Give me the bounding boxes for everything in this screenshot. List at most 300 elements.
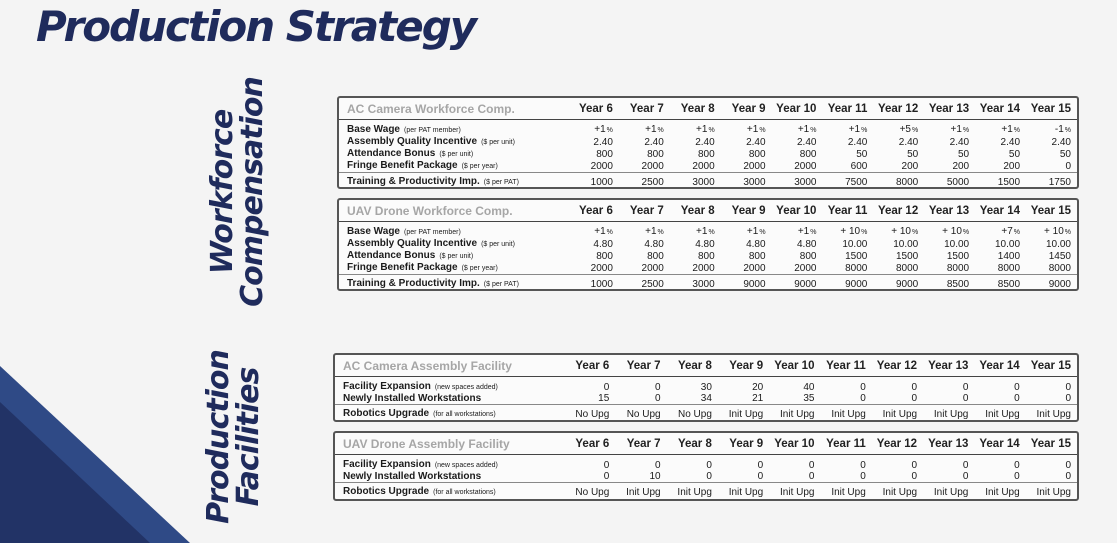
year-header: Year 14 xyxy=(979,205,1021,217)
table-cell xyxy=(822,222,873,239)
table-cell xyxy=(1026,136,1077,148)
percent-sign: % xyxy=(759,127,766,134)
table-cell xyxy=(670,148,721,160)
row-label-text: Training & Productivity Imp. xyxy=(347,278,480,289)
table-cell xyxy=(772,160,823,173)
cell-value: 1000 xyxy=(590,176,613,188)
year-header: Year 7 xyxy=(629,103,664,115)
table-uav-drone-workforce xyxy=(337,198,1079,291)
table-cell xyxy=(873,275,924,294)
table-cell xyxy=(619,250,670,262)
year-header: Year 15 xyxy=(1030,103,1071,115)
cell-value: 50 xyxy=(1059,148,1071,160)
table-cell xyxy=(924,250,975,262)
cell-value: 10 xyxy=(649,471,661,482)
table-cell xyxy=(721,148,772,160)
cell-value: Init Upg xyxy=(728,408,764,420)
table-cell xyxy=(975,160,1026,173)
table-cell xyxy=(670,275,721,294)
year-header: Year 12 xyxy=(876,438,918,450)
section-label-workforce xyxy=(205,77,270,307)
cell-value: 600 xyxy=(850,160,868,172)
table-cell xyxy=(568,173,619,192)
table-cell xyxy=(670,173,721,192)
year-header: Year 11 xyxy=(826,360,866,372)
year-header: Year 13 xyxy=(928,205,970,217)
year-header: Year 15 xyxy=(1030,438,1071,450)
table-row xyxy=(335,471,1077,483)
table-cell xyxy=(820,483,871,502)
table-cell xyxy=(568,250,619,262)
year-header: Year 6 xyxy=(575,438,610,450)
table-cell xyxy=(923,471,974,483)
cell-value: 34 xyxy=(700,393,712,404)
year-header: Year 10 xyxy=(776,103,817,115)
row-label xyxy=(339,238,568,250)
cell-value: 2.40 xyxy=(593,136,613,148)
table-cell xyxy=(619,148,670,160)
cell-value: 0 xyxy=(603,381,610,393)
table-title: AC Camera Workforce Comp. xyxy=(347,102,515,116)
table-row xyxy=(339,160,1077,173)
table-row xyxy=(335,405,1077,424)
table-cell xyxy=(924,148,975,160)
percent-sign: % xyxy=(861,127,868,134)
cell-value: 0 xyxy=(860,459,866,471)
table-cell xyxy=(568,160,619,173)
year-header: Year 7 xyxy=(626,360,661,372)
cell-value: +1 xyxy=(950,124,962,135)
table-cell xyxy=(873,173,924,192)
cell-value: 200 xyxy=(901,160,919,172)
table-cell xyxy=(721,136,772,148)
cell-value: 2.40 xyxy=(847,136,868,148)
percent-sign: % xyxy=(962,229,970,236)
year-header: Year 13 xyxy=(928,103,970,115)
header-row xyxy=(339,98,1077,120)
table-cell xyxy=(769,377,820,394)
table-cell xyxy=(924,238,975,250)
cell-value: +1 xyxy=(594,226,606,237)
table-uav-drone-facility xyxy=(333,431,1079,501)
table-cell xyxy=(872,483,923,502)
table-cell xyxy=(924,262,975,275)
cell-value: 8000 xyxy=(845,262,868,274)
cell-value: Init Upg xyxy=(882,408,918,420)
table-cell xyxy=(1026,148,1077,160)
table-cell xyxy=(975,222,1026,239)
table-cell xyxy=(619,238,670,250)
cell-value: 1500 xyxy=(997,176,1021,188)
table-cell xyxy=(564,483,615,502)
year-header: Year 9 xyxy=(731,103,766,115)
year-header: Year 9 xyxy=(729,360,764,372)
cell-value: 3000 xyxy=(692,176,715,188)
table-cell xyxy=(568,136,619,148)
table-row xyxy=(339,136,1077,148)
table-cell xyxy=(619,160,670,173)
cell-value: 10.00 xyxy=(944,238,970,250)
cell-value: 9000 xyxy=(895,278,919,290)
cell-value: 800 xyxy=(799,148,817,160)
cell-value: +1 xyxy=(746,226,759,237)
table-ac-camera-workforce xyxy=(337,96,1079,189)
percent-sign: % xyxy=(657,229,664,236)
table-cell xyxy=(568,275,619,294)
row-unit: ($ per PAT) xyxy=(483,179,519,186)
table-cell xyxy=(873,160,924,173)
year-header: Year 15 xyxy=(1030,360,1071,372)
table-cell xyxy=(670,136,721,148)
cell-value: Init Upg xyxy=(985,408,1020,420)
cell-value: 800 xyxy=(748,250,766,262)
row-unit: ($ per unit) xyxy=(481,241,515,248)
cell-value: 2.40 xyxy=(644,136,664,148)
table-cell xyxy=(975,275,1026,294)
cell-value: 0 xyxy=(1014,471,1020,482)
table-cell xyxy=(1026,405,1077,424)
cell-value: 2000 xyxy=(590,262,613,274)
cell-value: 0 xyxy=(962,381,969,393)
table-cell xyxy=(873,250,924,262)
cell-value: 2.40 xyxy=(695,136,715,148)
table-cell xyxy=(718,455,769,472)
header-row xyxy=(335,355,1077,377)
cell-value: 0 xyxy=(655,459,661,471)
table-cell xyxy=(670,238,721,250)
year-header: Year 6 xyxy=(575,360,610,372)
table-cell xyxy=(772,173,823,192)
year-header: Year 13 xyxy=(928,438,969,450)
row-label xyxy=(339,262,568,275)
cell-value: 10.00 xyxy=(994,238,1021,250)
table-row xyxy=(335,483,1077,502)
table-cell xyxy=(1026,238,1077,250)
cell-value: 0 xyxy=(1065,393,1071,404)
table-cell xyxy=(822,160,873,173)
cell-value: 800 xyxy=(799,250,817,262)
cell-value: Init Upg xyxy=(728,486,764,498)
row-label xyxy=(339,222,568,239)
cell-value: 0 xyxy=(911,471,918,482)
cell-value: 0 xyxy=(757,459,764,471)
cell-value: 8500 xyxy=(997,278,1021,290)
table-cell xyxy=(974,377,1025,394)
cell-value: 0 xyxy=(655,393,661,404)
table-cell xyxy=(923,377,974,394)
table-cell xyxy=(1026,455,1077,472)
table-cell xyxy=(975,136,1026,148)
table-ac-camera-facility xyxy=(333,353,1079,422)
year-header: Year 13 xyxy=(928,360,969,372)
table-cell xyxy=(564,393,615,405)
row-label xyxy=(335,405,564,424)
table-cell xyxy=(619,173,670,192)
table-cell xyxy=(974,405,1025,424)
cell-value: 2000 xyxy=(794,160,817,172)
cell-value: +5 xyxy=(899,124,911,135)
cell-value: + 10 xyxy=(891,226,911,237)
table-cell xyxy=(975,262,1026,275)
row-label xyxy=(339,148,568,160)
cell-value: 0 xyxy=(962,471,969,482)
table-cell xyxy=(1026,377,1077,394)
row-label-text: Attendance Bonus xyxy=(347,148,436,159)
row-unit: ($ per unit) xyxy=(439,253,474,260)
cell-value: +1 xyxy=(797,226,810,237)
row-label xyxy=(335,483,564,502)
percent-sign: % xyxy=(810,229,817,236)
table-cell xyxy=(721,173,772,192)
table-row xyxy=(335,377,1077,394)
table-cell xyxy=(873,238,924,250)
section-label-line: Compensation xyxy=(235,77,270,307)
table-cell xyxy=(822,275,873,294)
cell-value: 0 xyxy=(1065,381,1071,393)
year-header: Year 12 xyxy=(877,205,919,217)
year-header: Year 10 xyxy=(776,205,817,217)
table-cell xyxy=(568,222,619,239)
cell-value: 800 xyxy=(748,148,766,160)
row-label-text: Robotics Upgrade xyxy=(343,486,430,497)
cell-value: 8000 xyxy=(895,262,919,274)
table-cell xyxy=(924,275,975,294)
cell-value: 4.80 xyxy=(593,238,613,250)
cell-value: 4.80 xyxy=(746,238,766,250)
cell-value: 2000 xyxy=(692,160,715,172)
cell-value: 9000 xyxy=(794,278,817,290)
table-cell xyxy=(924,173,975,192)
table-cell xyxy=(822,120,873,137)
row-label-text: Training & Productivity Imp. xyxy=(347,176,480,187)
row-unit: ($ per year) xyxy=(461,163,498,170)
cell-value: 0 xyxy=(1065,459,1071,471)
table-cell xyxy=(615,377,666,394)
cell-value: 800 xyxy=(647,250,664,262)
year-header: Year 8 xyxy=(680,103,715,115)
table-cell xyxy=(822,148,873,160)
table-cell xyxy=(718,483,769,502)
year-header: Year 14 xyxy=(979,438,1020,450)
row-unit: (per PAT member) xyxy=(403,127,461,134)
table-cell xyxy=(923,483,974,502)
cell-value: 10.00 xyxy=(893,238,919,250)
cell-value: Init Upg xyxy=(985,486,1020,498)
year-header: Year 14 xyxy=(979,360,1020,372)
cell-value: 0 xyxy=(757,471,764,482)
cell-value: +1 xyxy=(645,124,657,135)
table-cell xyxy=(721,120,772,137)
cell-value: 1500 xyxy=(895,250,919,262)
percent-sign: % xyxy=(708,229,715,236)
cell-value: Init Upg xyxy=(1036,408,1071,420)
row-label xyxy=(339,275,568,294)
table-row xyxy=(339,120,1077,137)
table-cell xyxy=(872,405,923,424)
cell-value: Init Upg xyxy=(831,486,866,498)
cell-value: No Upg xyxy=(677,408,712,420)
table-cell xyxy=(568,262,619,275)
cell-value: 2000 xyxy=(641,160,664,172)
cell-value: 800 xyxy=(697,148,715,160)
cell-value: -1 xyxy=(1054,124,1064,135)
table-cell xyxy=(568,238,619,250)
cell-value: 5000 xyxy=(946,176,970,188)
cell-value: 8000 xyxy=(895,176,919,188)
table-cell xyxy=(923,455,974,472)
table-cell xyxy=(718,405,769,424)
year-header: Year 12 xyxy=(877,103,919,115)
cell-value: 2.40 xyxy=(1000,136,1021,148)
cell-value: +1 xyxy=(1001,124,1013,135)
table-cell xyxy=(820,393,871,405)
cell-value: 9000 xyxy=(743,278,766,290)
percent-sign: % xyxy=(606,229,613,236)
data-table xyxy=(339,200,1077,293)
header-row xyxy=(335,433,1077,455)
year-header: Year 10 xyxy=(774,360,815,372)
cell-value: Init Upg xyxy=(780,486,815,498)
table-cell xyxy=(974,483,1025,502)
year-header: Year 8 xyxy=(680,205,715,217)
percent-sign: % xyxy=(861,229,868,236)
cell-value: 2000 xyxy=(692,262,715,274)
row-unit: (per PAT member) xyxy=(403,229,461,236)
cell-value: 0 xyxy=(911,459,918,471)
cell-value: 50 xyxy=(958,148,970,160)
cell-value: 15 xyxy=(598,393,610,404)
cell-value: Init Upg xyxy=(882,486,918,498)
cell-value: 1500 xyxy=(845,250,868,262)
data-table xyxy=(335,355,1077,423)
cell-value: 0 xyxy=(808,471,815,482)
table-cell xyxy=(670,262,721,275)
table-cell xyxy=(822,173,873,192)
table-cell xyxy=(721,250,772,262)
table-cell xyxy=(718,471,769,483)
table-title: UAV Drone Workforce Comp. xyxy=(347,204,513,218)
cell-value: 35 xyxy=(803,393,815,404)
table-row xyxy=(339,250,1077,262)
cell-value: 2.40 xyxy=(1051,136,1071,148)
table-cell xyxy=(721,160,772,173)
cell-value: +1 xyxy=(696,226,708,237)
row-label-text: Newly Installed Workstations xyxy=(343,393,482,404)
cell-value: Init Upg xyxy=(626,486,661,498)
table-cell xyxy=(1026,393,1077,405)
table-row xyxy=(339,238,1077,250)
year-header: Year 6 xyxy=(578,205,613,217)
table-cell xyxy=(820,455,871,472)
table-cell xyxy=(718,377,769,394)
row-label-text: Base Wage xyxy=(347,226,400,237)
table-cell xyxy=(619,275,670,294)
year-header: Year 11 xyxy=(826,438,866,450)
cell-value: 3000 xyxy=(794,176,817,188)
cell-value: 4.80 xyxy=(695,238,715,250)
table-cell xyxy=(615,405,666,424)
table-cell xyxy=(822,238,873,250)
cell-value: +1 xyxy=(797,124,810,135)
cell-value: 1500 xyxy=(946,250,970,262)
row-label-text: Attendance Bonus xyxy=(347,250,436,261)
table-cell xyxy=(772,238,823,250)
row-unit: (new spaces added) xyxy=(434,384,498,391)
row-unit: ($ per unit) xyxy=(439,151,474,158)
year-header: Year 9 xyxy=(729,438,764,450)
table-cell xyxy=(873,262,924,275)
percent-sign: % xyxy=(962,127,970,134)
cell-value: 0 xyxy=(706,471,712,482)
table-cell xyxy=(872,377,923,394)
table-cell xyxy=(974,471,1025,483)
table-cell xyxy=(615,455,666,472)
cell-value: Init Upg xyxy=(780,408,815,420)
table-row xyxy=(339,222,1077,239)
year-header: Year 12 xyxy=(876,360,918,372)
table-cell xyxy=(872,393,923,405)
section-label-facilities xyxy=(201,350,266,524)
table-cell xyxy=(873,148,924,160)
cell-value: 30 xyxy=(700,381,712,393)
table-cell xyxy=(615,471,666,483)
cell-value: No Upg xyxy=(575,486,610,498)
table-cell xyxy=(924,120,975,137)
year-header: Year 15 xyxy=(1030,205,1071,217)
table-row xyxy=(339,275,1077,294)
cell-value: 8000 xyxy=(946,262,970,274)
table-row xyxy=(335,393,1077,405)
cell-value: 0 xyxy=(860,393,866,404)
cell-value: No Upg xyxy=(575,408,610,420)
table-cell xyxy=(924,160,975,173)
cell-value: 0 xyxy=(1065,160,1071,172)
percent-sign: % xyxy=(912,229,919,236)
table-cell xyxy=(873,222,924,239)
section-label-line: Production xyxy=(201,350,236,524)
table-cell xyxy=(721,222,772,239)
table-cell xyxy=(924,222,975,239)
table-cell xyxy=(923,393,974,405)
cell-value: Init Upg xyxy=(933,486,969,498)
table-cell xyxy=(1026,275,1077,294)
cell-value: + 10 xyxy=(1044,226,1064,237)
table-cell xyxy=(667,377,718,394)
row-label-text: Facility Expansion xyxy=(343,381,431,392)
cell-value: + 10 xyxy=(942,226,962,237)
cell-value: Init Upg xyxy=(831,408,866,420)
cell-value: 3000 xyxy=(743,176,766,188)
table-cell xyxy=(1026,120,1077,137)
percent-sign: % xyxy=(810,127,817,134)
cell-value: 2000 xyxy=(641,262,664,274)
cell-value: 0 xyxy=(655,381,661,393)
table-cell xyxy=(772,136,823,148)
table-cell xyxy=(718,393,769,405)
row-label xyxy=(339,250,568,262)
table-cell xyxy=(872,471,923,483)
percent-sign: % xyxy=(657,127,664,134)
cell-value: 0 xyxy=(860,471,866,482)
table-cell xyxy=(615,483,666,502)
percent-sign: % xyxy=(1064,127,1071,134)
year-header: Year 11 xyxy=(827,103,868,115)
table-row xyxy=(339,262,1077,275)
table-cell xyxy=(721,262,772,275)
table-cell xyxy=(721,275,772,294)
table-cell xyxy=(667,455,718,472)
row-label-text: Assembly Quality Incentive xyxy=(347,136,478,147)
